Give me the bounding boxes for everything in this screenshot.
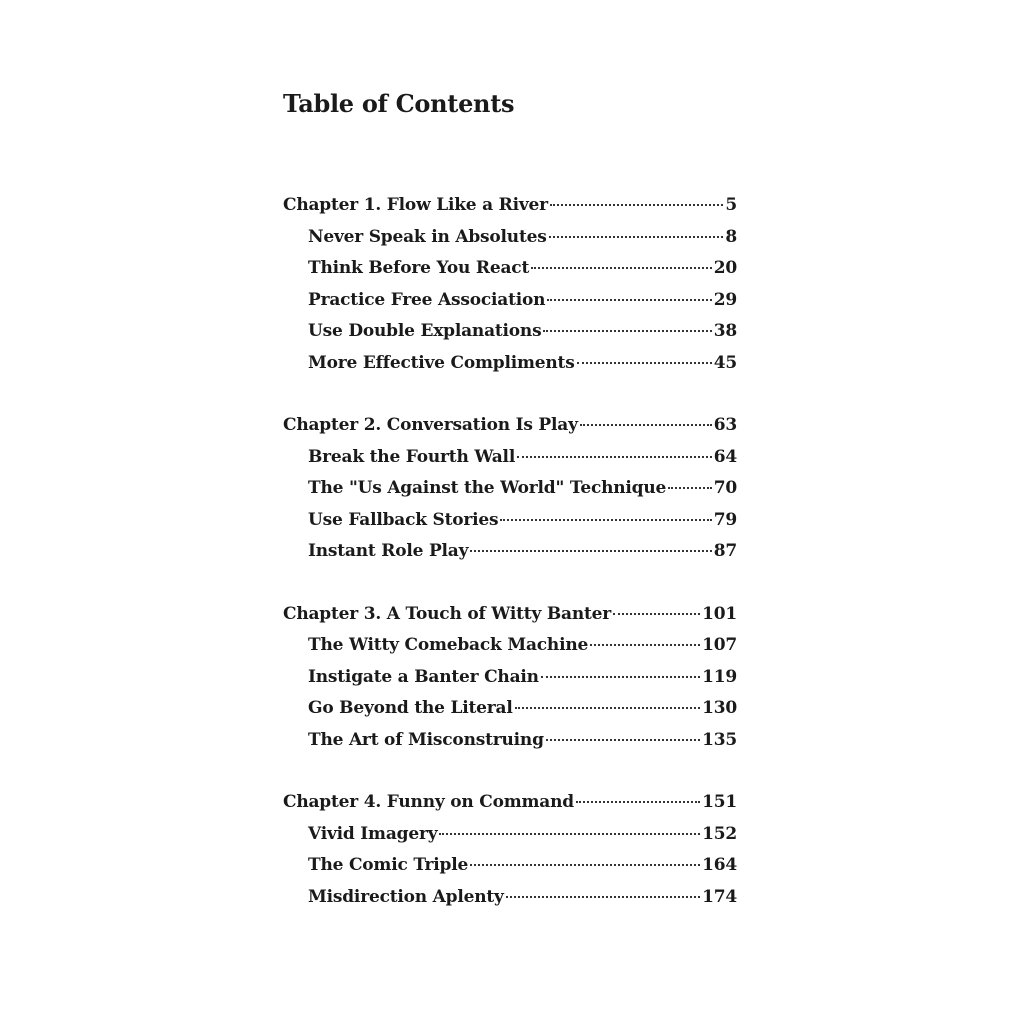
toc-entry-label: The Witty Comeback Machine [308,635,589,655]
toc-page-number: 5 [725,195,737,215]
dot-leader [549,232,724,238]
toc-entry-label: Chapter 1. Flow Like a River [283,195,548,215]
toc-section-row[interactable] [283,442,737,474]
toc-list [283,190,737,913]
dot-leader [546,735,700,741]
toc-section-row[interactable] [283,819,737,851]
toc-page-number: 29 [713,289,737,310]
dot-leader [470,546,711,552]
toc-entry-label: Vivid Imagery [308,823,438,844]
dot-leader [543,326,711,332]
toc-section-row[interactable] [283,222,737,254]
dot-leader [470,860,700,866]
dot-leader [550,200,723,206]
dot-leader [580,420,712,426]
toc-entry-label: Instant Role Play [308,541,469,561]
toc-page-number: 130 [702,698,737,718]
dot-leader [547,295,711,301]
toc-page-number: 20 [713,258,737,278]
page-title: Table of Contents [283,89,515,118]
dot-leader [590,640,700,646]
toc-chapter-group [283,599,737,757]
toc-section-row[interactable] [283,473,737,505]
toc-page-number: 64 [713,446,737,467]
toc-chapter-row[interactable] [283,787,737,819]
toc-page-number: 87 [713,541,737,561]
toc-entry-label: The Comic Triple [308,855,469,875]
toc-entry-label: More Effective Compliments [308,352,575,373]
dot-leader [576,797,700,803]
toc-page-number: 101 [702,603,737,624]
toc-entry-label: The Art of Misconstruing [308,729,544,750]
toc-entry-label: Never Speak in Absolutes [308,226,547,247]
toc-entry-label: The "Us Against the World" Technique [308,478,667,498]
toc-chapter-row[interactable] [283,599,737,631]
dot-leader [517,452,712,458]
toc-chapter-row[interactable] [283,190,737,222]
toc-entry-label: Chapter 3. A Touch of Witty Banter [283,603,612,624]
toc-page-number: 174 [702,886,737,907]
dot-leader [577,358,712,364]
toc-entry-label: Use Double Explanations [308,321,542,341]
toc-page-number: 164 [702,855,737,875]
toc-page [283,84,737,913]
toc-page-number: 152 [702,823,737,844]
toc-section-row[interactable] [283,536,737,568]
toc-entry-label: Practice Free Association [308,289,546,310]
dot-leader [439,829,700,835]
dot-leader [500,515,711,521]
toc-page-number: 8 [725,226,737,247]
toc-chapter-row[interactable] [283,410,737,442]
toc-chapter-group [283,787,737,913]
toc-section-row[interactable] [283,850,737,882]
toc-page-number: 45 [713,352,737,373]
toc-section-row[interactable] [283,253,737,285]
toc-page-number: 79 [713,509,737,530]
toc-section-row[interactable] [283,348,737,380]
dot-leader [515,703,701,709]
dot-leader [531,263,712,269]
toc-section-row[interactable] [283,882,737,914]
toc-page-number: 151 [702,792,737,812]
dot-leader [541,672,700,678]
toc-chapter-group [283,190,737,379]
toc-section-row[interactable] [283,505,737,537]
toc-section-row[interactable] [283,630,737,662]
toc-entry-label: Go Beyond the Literal [308,698,513,718]
toc-section-row[interactable] [283,316,737,348]
toc-entry-label: Chapter 2. Conversation Is Play [283,415,578,435]
dot-leader [668,483,712,489]
toc-entry-label: Chapter 4. Funny on Command [283,792,574,812]
dot-leader [506,892,700,898]
toc-section-row[interactable] [283,725,737,757]
toc-page-number: 38 [713,321,737,341]
toc-section-row[interactable] [283,662,737,694]
toc-entry-label: Think Before You React [308,258,530,278]
toc-section-row[interactable] [283,693,737,725]
toc-page-number: 107 [702,635,737,655]
dot-leader [613,609,700,615]
toc-entry-label: Misdirection Aplenty [308,886,504,907]
toc-entry-label: Instigate a Banter Chain [308,666,539,687]
toc-entry-label: Use Fallback Stories [308,509,499,530]
toc-section-row[interactable] [283,285,737,317]
toc-page-number: 70 [713,478,737,498]
toc-page-number: 119 [702,666,737,687]
toc-page-number: 63 [713,415,737,435]
toc-chapter-group [283,410,737,568]
toc-page-number: 135 [702,729,737,750]
toc-entry-label: Break the Fourth Wall [308,446,516,467]
